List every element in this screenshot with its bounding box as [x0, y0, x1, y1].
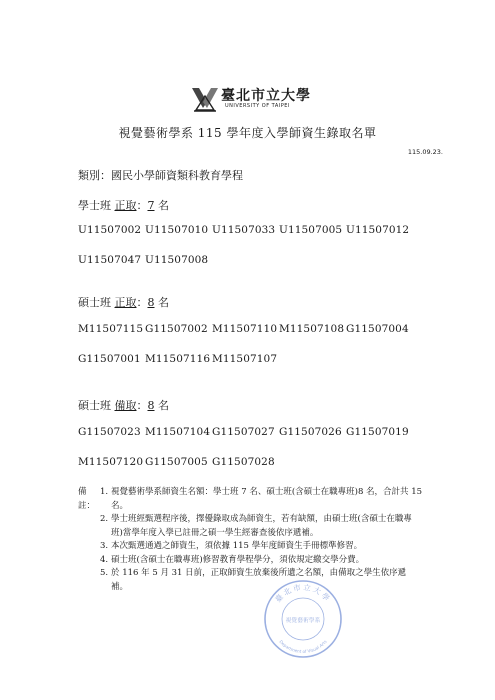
section-program: 學士班	[78, 199, 115, 212]
section-heading-master-admitted	[78, 294, 169, 310]
student-id: M11507107	[212, 353, 278, 365]
student-id: G11507026	[279, 426, 342, 438]
university-name-en: UNIVERSITY OF TAIPEI	[225, 103, 290, 109]
note-text: 本次甄選通過之師資生，須依據 115 學年度師資生手冊標準修習。	[111, 541, 363, 551]
note-item	[100, 540, 423, 554]
student-id: G11507019	[346, 426, 409, 438]
student-id: M11507120	[78, 456, 144, 468]
section-status: 正取	[114, 296, 137, 309]
student-id: U11507005	[279, 224, 343, 236]
id-row	[78, 456, 418, 470]
section-heading-master-waitlist	[78, 397, 169, 413]
student-id: G11507001	[78, 353, 141, 365]
id-row	[78, 426, 418, 440]
seal-text-top: 臺北市立大學	[273, 582, 333, 605]
section-colon: ：	[136, 199, 148, 212]
student-id: M11507116	[145, 353, 211, 365]
note-item	[100, 554, 423, 568]
notes-block	[78, 486, 423, 594]
university-logo	[190, 84, 310, 116]
section-unit: 名	[154, 399, 169, 412]
section-unit: 名	[154, 199, 169, 212]
student-id: U11507012	[346, 224, 410, 236]
seal-text-bottom: Department of Visual Arts	[278, 639, 328, 655]
note-text: 視覺藝術學系師資生名額：學士班 7 名、碩士班(含碩士在職專班)8 名，合計共 15 名。	[111, 487, 423, 511]
student-id: G11507002	[145, 323, 208, 335]
note-text: 碩士班(含碩士在職專班)修習教育學程學分，須依規定繳交學分費。	[111, 554, 365, 565]
student-id: M11507104	[145, 426, 211, 438]
section-program: 碩士班	[78, 296, 115, 309]
note-item	[100, 513, 423, 540]
student-id: U11507033	[212, 224, 276, 236]
note-number: 1.	[100, 487, 109, 497]
note-item	[100, 486, 423, 513]
section-program: 碩士班	[78, 399, 115, 412]
note-text: 於 116 年 5 月 31 日前，正取師資生放棄後所遺之名額，由備取之學生依序遞補。	[111, 568, 407, 592]
department-seal-stamp	[262, 578, 344, 660]
student-id: U11507047	[78, 254, 142, 266]
notes-label: 備註：	[78, 487, 96, 511]
student-id: G11507023	[78, 426, 141, 438]
student-id: U11507010	[145, 224, 209, 236]
note-number: 5.	[100, 568, 109, 578]
seal-text-center: 視覺藝術學系	[285, 618, 321, 624]
university-name-cn: 臺北市立大學	[221, 88, 311, 104]
id-row	[78, 353, 418, 367]
section-count: 7	[147, 199, 155, 212]
id-list-master-waitlist	[78, 426, 418, 486]
document-date: 115.09.23.	[407, 148, 443, 156]
student-id: M11507115	[78, 323, 144, 335]
note-text: 學士班經甄選程序後，擇優錄取成為師資生，若有缺額，由碩士班(含碩士在職專班)當學年度入學已註冊之碩一學生經審查後依序遞補。	[111, 514, 412, 538]
student-id: G11507004	[346, 323, 409, 335]
category-line: 類別：國民小學師資類科教育學程	[78, 169, 243, 182]
section-status: 備取	[114, 399, 137, 412]
student-id: M11507110	[212, 323, 278, 335]
id-row	[78, 323, 418, 337]
svg-text:Department of Visual Arts	[278, 639, 327, 654]
id-row	[78, 224, 418, 238]
section-count: 8	[147, 399, 155, 412]
document-title: 視覺藝術學系 115 學年度入學師資生錄取名單	[118, 126, 377, 140]
student-id: U11507002	[78, 224, 142, 236]
section-colon: ：	[136, 399, 148, 412]
svg-text:臺北市立大學	[273, 582, 334, 604]
section-colon: ：	[136, 296, 148, 309]
section-heading-bachelor-admitted	[78, 197, 169, 213]
student-id: U11507008	[145, 254, 209, 266]
id-list-master-admitted	[78, 323, 418, 383]
university-emblem-icon	[190, 84, 220, 114]
note-number: 4.	[100, 554, 109, 565]
section-status: 正取	[114, 199, 137, 212]
note-number: 2.	[100, 514, 109, 524]
section-unit: 名	[154, 296, 169, 309]
student-id: M11507108	[279, 323, 345, 335]
id-row	[78, 254, 418, 268]
student-id: G11507027	[212, 426, 275, 438]
student-id: G11507005	[145, 456, 208, 468]
student-id: G11507028	[212, 456, 275, 468]
section-count: 8	[147, 296, 155, 309]
note-number: 3.	[100, 541, 109, 551]
id-list-bachelor-admitted	[78, 224, 418, 284]
